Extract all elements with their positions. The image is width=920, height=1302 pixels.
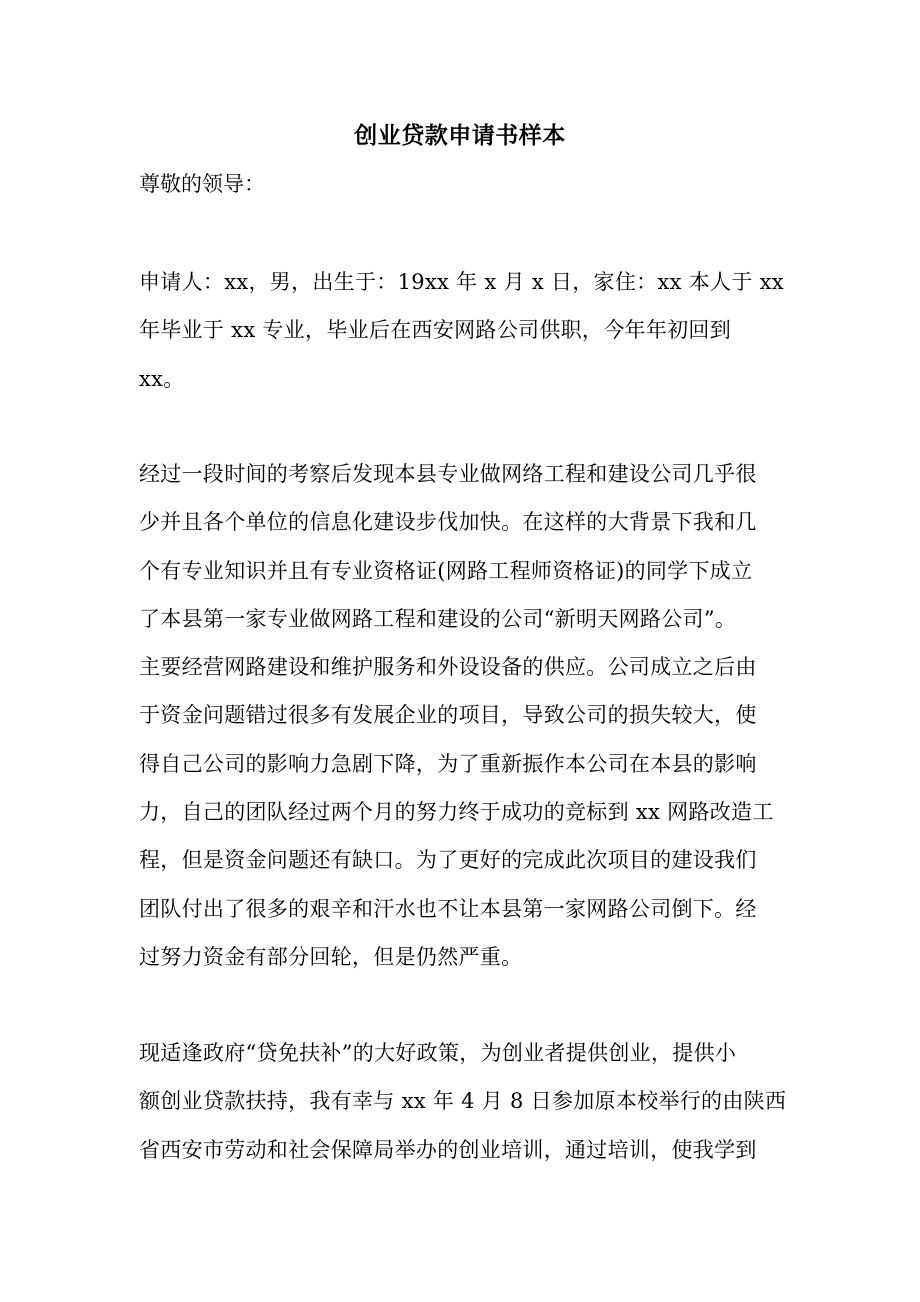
paragraph-line: 团队付出了很多的艰辛和汗水也不让本县第一家网路公司倒下。经 (139, 896, 757, 921)
paragraph-line: 现适逢政府“贷免扶补”的大好政策，为创业者提供创业，提供小 (139, 1041, 737, 1065)
paragraph-line: 程，但是资金问题还有缺口。为了更好的完成此次项目的建设我们 (139, 848, 757, 873)
paragraph-line: 个有专业知识并且有专业资格证(网路工程师资格证)的同学下成立 (139, 558, 753, 583)
paragraph-line: 少并且各个单位的信息化建设步伐加快。在这样的大背景下我和几 (139, 510, 757, 535)
paragraph-line: 申请人：xx，男，出生于：19xx 年 x 月 x 日，家住：xx 本人于 xx (139, 270, 784, 294)
document-title: 创业贷款申请书样本 (354, 122, 566, 149)
paragraph-policy-training (139, 1035, 789, 1180)
paragraph-line: 经过一段时间的考察后发现本县专业做网络工程和建设公司几乎很 (139, 462, 757, 486)
salutation: 尊敬的领导： (139, 172, 265, 196)
paragraph-applicant-info (139, 264, 789, 409)
paragraph-line: 过努力资金有部分回轮，但是仍然严重。 (139, 944, 523, 969)
paragraph-line: 主要经营网路建设和维护服务和外设设备的供应。公司成立之后由 (139, 655, 757, 680)
paragraph-line: 省西安市劳动和社会保障局举办的创业培训，通过培训，使我学到 (139, 1137, 757, 1162)
paragraph-line: 了本县第一家专业做网路工程和建设的公司“新明天网路公司”。 (139, 606, 737, 631)
paragraph-line: 于资金问题错过很多有发展企业的项目，导致公司的损失较大，使 (139, 703, 757, 728)
paragraph-line: xx。 (139, 366, 185, 391)
paragraph-line: 年毕业于 xx 专业，毕业后在西安网路公司供职，今年年初回到 (139, 318, 732, 343)
paragraph-line: 得自己公司的影响力急剧下降，为了重新振作本公司在本县的影响 (139, 751, 757, 776)
paragraph-company-background (139, 456, 789, 987)
paragraph-line: 力，自己的团队经过两个月的努力终于成功的竞标到 xx 网路改造工 (139, 800, 774, 825)
paragraph-line: 额创业贷款扶持，我有幸与 xx 年 4 月 8 日参加原本校举行的由陕西 (139, 1089, 787, 1114)
